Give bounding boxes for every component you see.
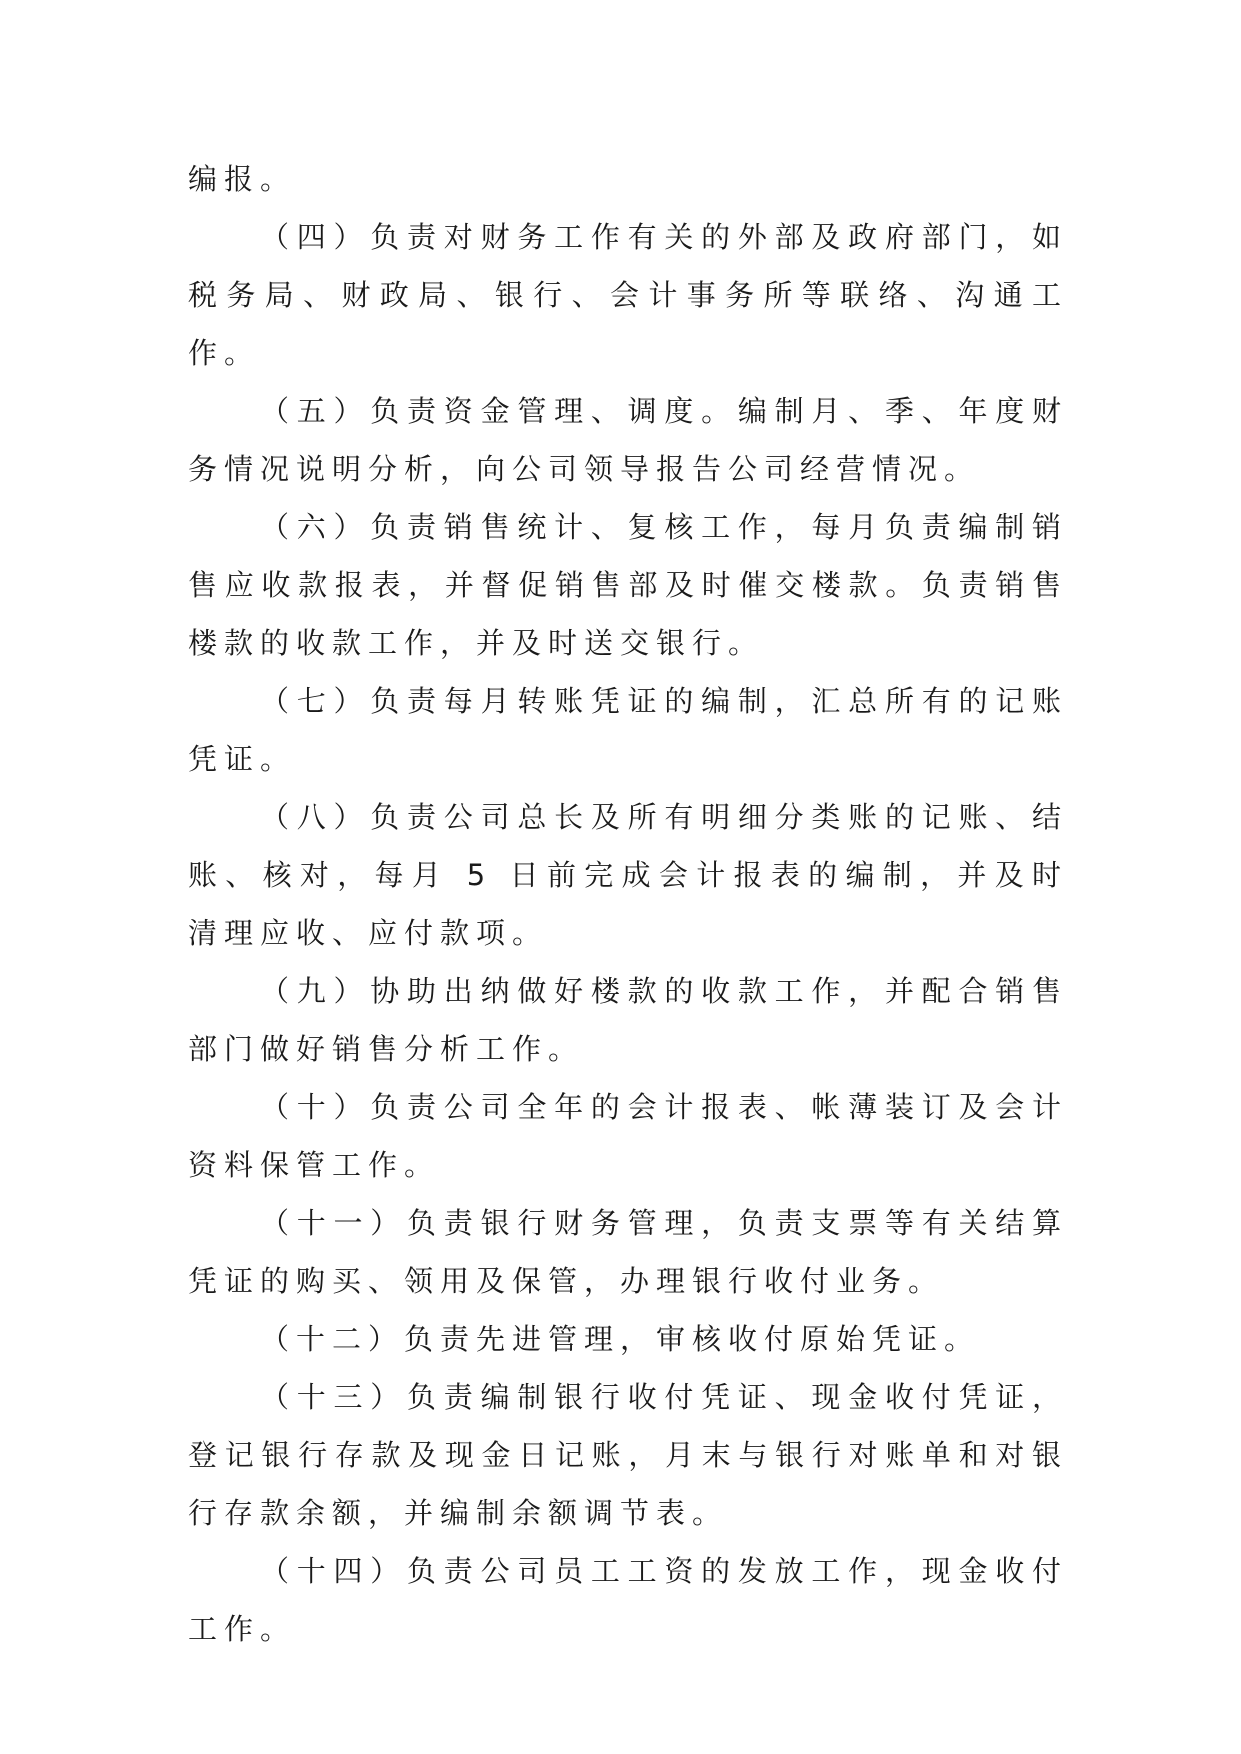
paragraph-item-4: （四）负责对财务工作有关的外部及政府部门，如税务局、财政局、银行、会计事务所等联络、沟通工作。 xyxy=(188,220,1068,370)
paragraph-item-13: （十三）负责编制银行收付凭证、现金收付凭证，登记银行存款及现金日记账，月末与银行对账单和对银行存款余额，并编制余额调节表。 xyxy=(188,1380,1068,1530)
body-text xyxy=(188,150,1068,1658)
paragraph-item-14: （十四）负责公司员工工资的发放工作，现金收付工作。 xyxy=(188,1554,1068,1646)
paragraph-item-8: （八）负责公司总长及所有明细分类账的记账、结账、核对，每月 5 日前完成会计报表的编制，并及时清理应收、应付款项。 xyxy=(188,800,1068,950)
paragraph-item-6: （六）负责销售统计、复核工作，每月负责编制销售应收款报表，并督促销售部及时催交楼款。负责销售楼款的收款工作，并及时送交银行。 xyxy=(188,510,1068,660)
paragraph-item-10: （十）负责公司全年的会计报表、帐薄装订及会计资料保管工作。 xyxy=(188,1090,1068,1182)
paragraph-item-7: （七）负责每月转账凭证的编制，汇总所有的记账凭证。 xyxy=(188,684,1068,776)
paragraph-item-11: （十一）负责银行财务管理，负责支票等有关结算凭证的购买、领用及保管，办理银行收付业务。 xyxy=(188,1206,1068,1298)
paragraph-item-9: （九）协助出纳做好楼款的收款工作，并配合销售部门做好销售分析工作。 xyxy=(188,974,1068,1066)
paragraph-item-5: （五）负责资金管理、调度。编制月、季、年度财务情况说明分析，向公司领导报告公司经营情况。 xyxy=(188,394,1068,486)
paragraph-continuation: 编报。 xyxy=(188,162,297,196)
paragraph-item-12: （十二）负责先进管理，审核收付原始凭证。 xyxy=(260,1322,981,1356)
